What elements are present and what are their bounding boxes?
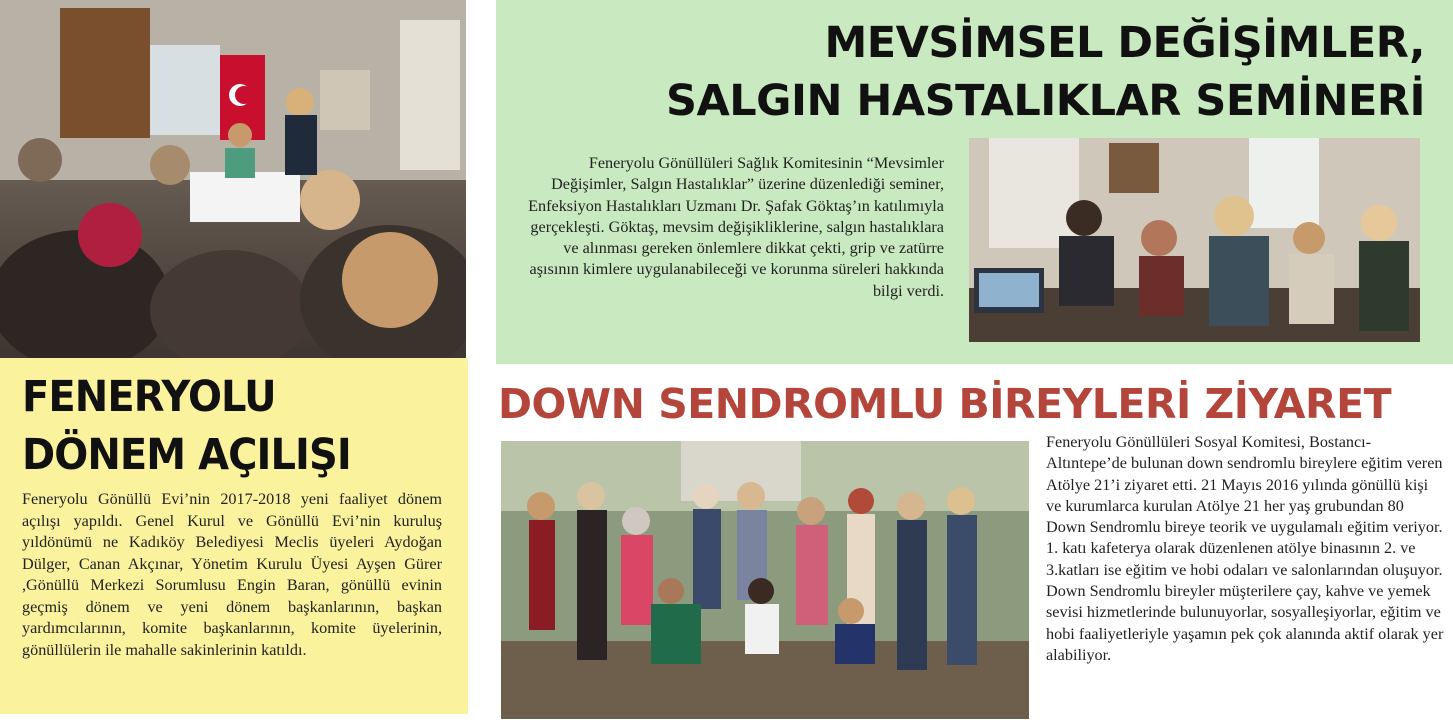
visit-article-title: DOWN SENDROMLU BİREYLERİ ZİYARET bbox=[498, 380, 1392, 428]
opening-title-line-2: DÖNEM AÇILIŞI bbox=[22, 430, 351, 480]
seminar-photo bbox=[969, 138, 1420, 342]
seminar-article-box bbox=[496, 0, 1453, 364]
seminar-article-title bbox=[520, 14, 1425, 130]
seminar-photo-illustration bbox=[969, 138, 1420, 342]
seminar-article-body: Feneryolu Gönüllüleri Sağlık Komitesinin “Mevsimler Değişimler, Salgın Hastalıklar” üzerine düzenlediği seminer, Enfeksiyon Hastalıkları Uzmanı Dr. Şafak Göktaş’ın katılımıyla gerçekleşti. Göktaş, mevsim değişikliklerine, salgın hastalıklara ve alınması gereken önlemlere dikkat çekti, grip ve zatürre aşısının kimlere uygulanabileceği ve korunma süreleri hakkında bilgi verdi. bbox=[528, 154, 944, 300]
opening-meeting-photo bbox=[0, 0, 466, 358]
opening-article-title bbox=[22, 368, 431, 484]
left-column bbox=[0, 0, 468, 726]
seminar-title-line-1: MEVSİMSEL DEĞİŞİMLER, bbox=[824, 18, 1425, 68]
visit-article-body: Feneryolu Gönüllüleri Sosyal Komitesi, Bostancı-Altıntepe’de bulunan down sendromlu bireylere eğitim veren Atölye 21’i ziyaret etti. 21 Mayıs 2016 yılında gönüllü kişi ve kurumlarca kurulan Atölye 21 her yaş grubundan 80 Down Sendromlu bireye teorik ve uygulamalı eğitim veriyor. 1. katı kafeterya olarak düzenlenen atölye binasının 2. ve 3.katları ise eğitim ve hobi odaları ve salonlarından oluşuyor. Down Sendromlu bireyler müşterilere çay, kahve ve yemek sevisi hizmetlerinde bulunuyorlar, sosyalleşiyorlar, eğitim ve hobi faaliyetleriyle yaşamın pek çok alanında aktif olarak yer alabiliyor. bbox=[1046, 433, 1444, 664]
visit-group-photo bbox=[501, 441, 1029, 719]
opening-article-body: Feneryolu Gönüllü Evi’nin 2017-2018 yeni faaliyet dönem açılışı yapıldı. Genel Kurul ve Gönüllü Evi’nin kuruluş yıldönümü ne Kadıköy Belediyesi Meclis üyeleri Aydoğan Dülger, Canan Akçınar, Yönetim Kurulu Üyesi Ayşen Gürer ,Gönüllü Merkezi Sorumlusu Engin Baran, gönüllü evinin geçmiş dönem ve yeni dönem başkanlarının, başkan yardımcılarının, komite başkanlarının, komite üyelerinin, gönüllülerin ile mahalle sakinlerinin katıldı. bbox=[22, 490, 442, 659]
opening-article-box bbox=[0, 358, 468, 714]
seminar-title-line-2: SALGIN HASTALIKLAR SEMİNERİ bbox=[666, 76, 1425, 126]
opening-meeting-photo-illustration bbox=[0, 0, 466, 358]
opening-title-line-1: FENERYOLU bbox=[22, 372, 276, 422]
visit-group-photo-illustration bbox=[501, 441, 1029, 719]
